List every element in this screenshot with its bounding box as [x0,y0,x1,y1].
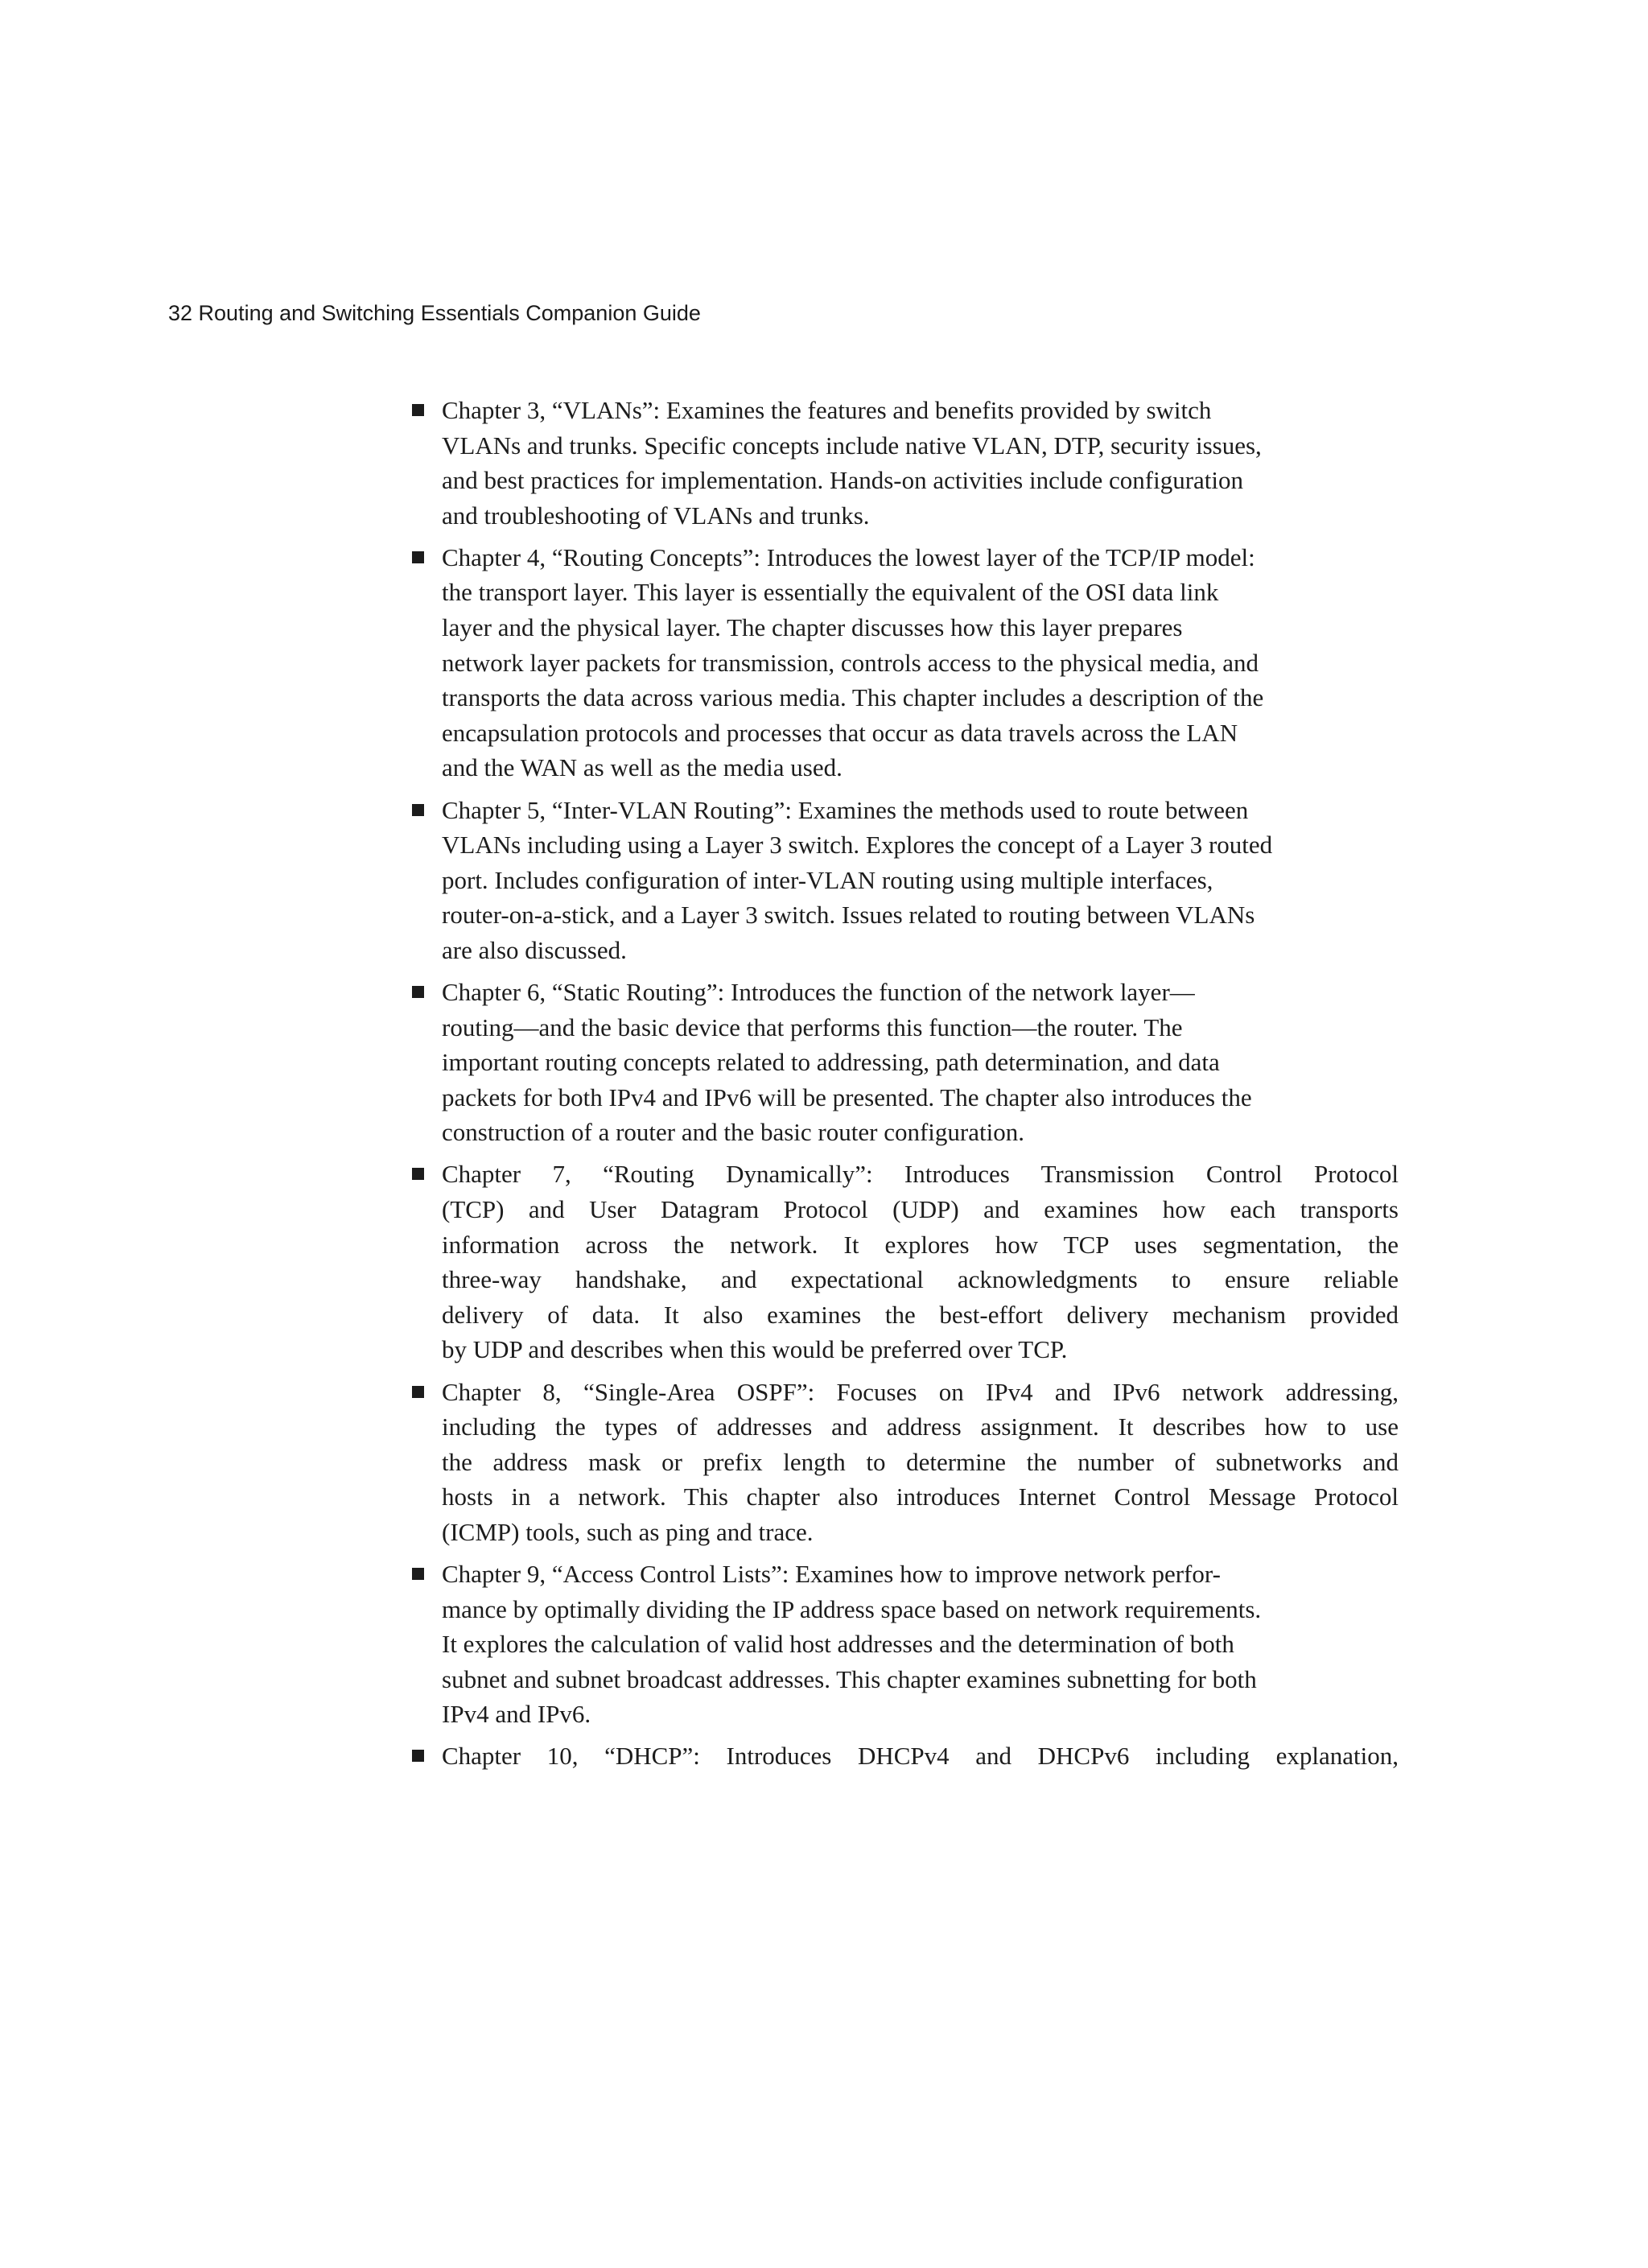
text-line: Chapter 10, “DHCP”: Introduces DHCPv4 and DHCPv6 including explanation, [442,1742,1399,1771]
text-line: are also discussed. [442,935,627,964]
text-line: (TCP) and User Datagram Protocol (UDP) and examines how each transports [442,1195,1399,1224]
square-bullet-icon [412,1168,424,1180]
text-line: mance by optimally dividing the IP address space based on network requirements. [442,1594,1262,1623]
text-line: by UDP and describes when this would be preferred over TCP. [442,1335,1068,1364]
text-line: hosts in a network. This chapter also introduces Internet Control Message Protocol [442,1482,1399,1511]
text-line: transports the data across various media. This chapter includes a description of the [442,683,1264,712]
text-line: the address mask or prefix length to determine the number of subnetworks and [442,1447,1399,1476]
chapter-item [412,1157,1399,1367]
text-line: three-way handshake, and expectational acknowledgments to ensure reliable [442,1265,1399,1294]
running-head: 32 Routing and Switching Essentials Companion Guide [168,301,701,325]
text-line: the transport layer. This layer is essentially the equivalent of the OSI data link [442,578,1219,607]
square-bullet-icon [412,986,424,998]
square-bullet-icon [412,1568,424,1580]
square-bullet-icon [412,804,424,816]
text-line: router-on-a-stick, and a Layer 3 switch. Issues related to routing between VLANs [442,901,1255,930]
text-line: Chapter 4, “Routing Concepts”: Introduces the lowest layer of the TCP/IP model: [442,542,1255,571]
text-line: and troubleshooting of VLANs and trunks. [442,501,870,530]
text-line: Chapter 7, “Routing Dynamically”: Introduces Transmission Control Protocol [442,1160,1399,1189]
square-bullet-icon [412,404,424,416]
square-bullet-icon [412,1750,424,1762]
text-line: Chapter 6, “Static Routing”: Introduces the function of the network layer— [442,978,1195,1006]
text-line: including the types of addresses and address assignment. It describes how to use [442,1412,1399,1441]
text-line: network layer packets for transmission, controls access to the physical media, and [442,648,1259,677]
text-line: Chapter 5, “Inter-VLAN Routing”: Examines the methods used to route between [442,795,1249,824]
text-line: Chapter 9, “Access Control Lists”: Examines how to improve network perfor- [442,1560,1221,1588]
square-bullet-icon [412,551,424,563]
text-line: It explores the calculation of valid host addresses and the determination of both [442,1630,1234,1659]
text-line: IPv4 and IPv6. [442,1700,591,1729]
text-line: VLANs including using a Layer 3 switch. Explores the concept of a Layer 3 routed [442,831,1273,860]
text-line: delivery of data. It also examines the best-effort delivery mechanism provided [442,1300,1399,1329]
chapter-list [412,393,1399,1781]
chapter-item [412,540,1399,786]
text-line: and best practices for implementation. Hands-on activities include configuration [442,466,1243,495]
text-line: (ICMP) tools, such as ping and trace. [442,1517,814,1546]
text-line: layer and the physical layer. The chapter discusses how this layer prepares [442,613,1183,642]
text-line: and the WAN as well as the media used. [442,753,843,782]
square-bullet-icon [412,1386,424,1398]
text-line: port. Includes configuration of inter-VLAN routing using multiple interfaces, [442,865,1213,894]
chapter-item [412,793,1399,968]
chapter-item [412,1375,1399,1550]
chapter-item [412,975,1399,1150]
chapter-item [412,393,1399,533]
text-line: information across the network. It explores how TCP uses segmentation, the [442,1230,1399,1259]
text-line: encapsulation protocols and processes that occur as data travels across the LAN [442,718,1238,747]
chapter-item [412,1557,1399,1732]
text-line: construction of a router and the basic router configuration. [442,1118,1024,1147]
text-line: routing—and the basic device that performs this function—the router. The [442,1012,1183,1041]
text-line: Chapter 8, “Single-Area OSPF”: Focuses on IPv4 and IPv6 network addressing, [442,1377,1399,1406]
chapter-item [412,1738,1399,1774]
text-line: VLANs and trunks. Specific concepts include native VLAN, DTP, security issues, [442,431,1262,460]
text-line: packets for both IPv4 and IPv6 will be presented. The chapter also introduces the [442,1082,1252,1111]
text-line: subnet and subnet broadcast addresses. This chapter examines subnetting for both [442,1664,1257,1693]
text-line: Chapter 3, “VLANs”: Examines the features and benefits provided by switch [442,396,1212,424]
text-line: important routing concepts related to addressing, path determination, and data [442,1048,1220,1077]
